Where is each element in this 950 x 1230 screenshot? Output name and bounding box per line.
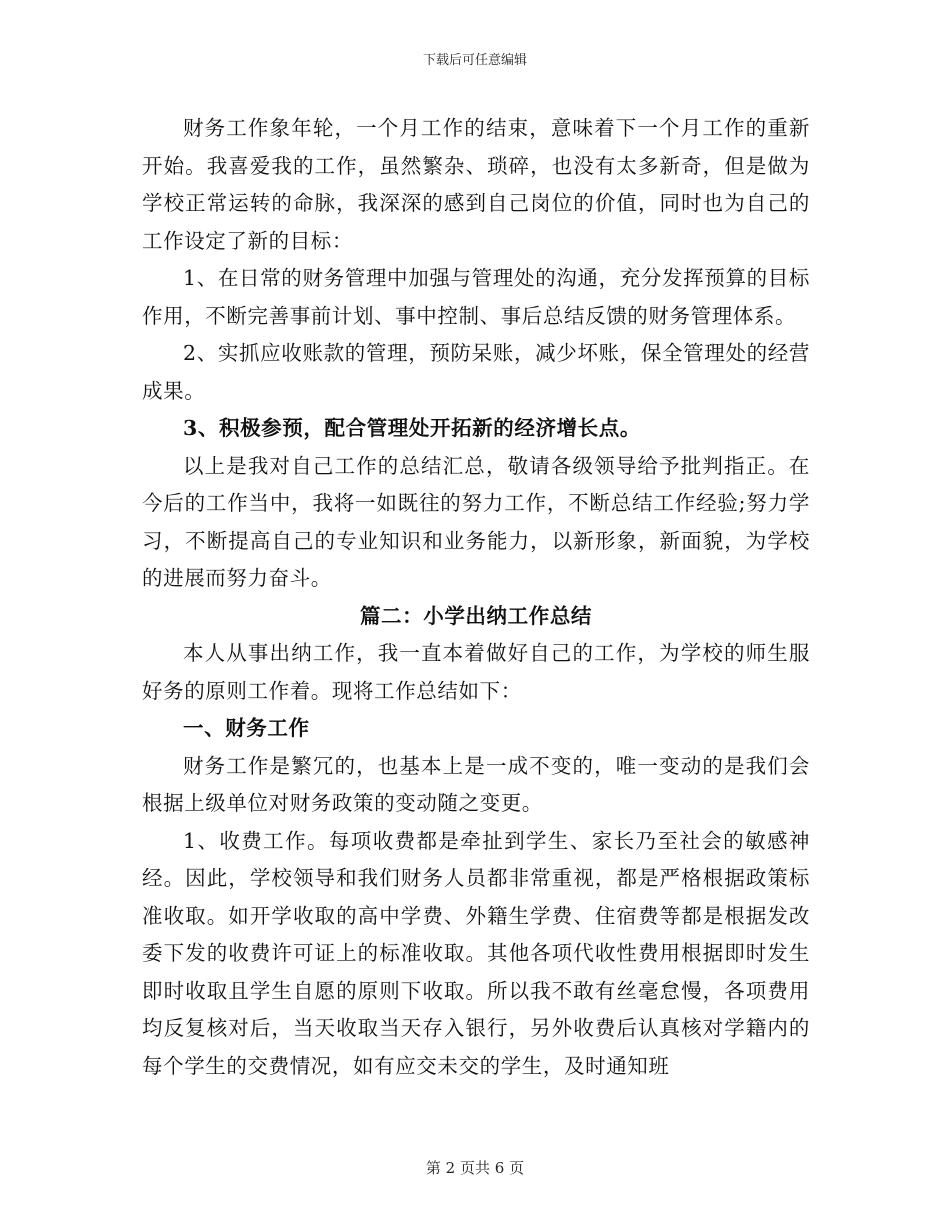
list-item-2: 2、实抓应收账款的管理，预防呆账，减少坏账，保全管理处的经营成果。 (142, 341, 810, 403)
page-header: 下载后可任意编辑 (422, 53, 527, 68)
list-item-1: 1、在日常的财务管理中加强与管理处的沟通，充分发挥预算的目标作用，不断完善事前计划、事中控制、事后总结反馈的财务管理体系。 (142, 266, 810, 328)
section-title: 篇二：小学出纳工作总结 (359, 603, 593, 628)
paragraph-intro: 财务工作象年轮，一个月工作的结束，意味着下一个月工作的重新开始。我喜爱我的工作，虽然繁杂、琐碎，也没有太多新奇，但是做为学校正常运转的命脉，我深深的感到自己岗位的价值，同时也为自己的工作设定了新的目标： (142, 116, 810, 253)
page-footer: 第 2 页共 6 页 (425, 1159, 525, 1177)
document-body (142, 110, 810, 1085)
paragraph-finance-work: 财务工作是繁冗的，也基本上是一成不变的，唯一变动的是我们会根据上级单位对财务政策的变动随之变更。 (142, 753, 810, 815)
paragraph-fee-collection: 1、收费工作。每项收费都是牵扯到学生、家长乃至社会的敏感神经。因此，学校领导和我们财务人员都非常重视，都是严格根据政策标准收取。如开学收取的高中学费、外籍生学费、住宿费等都是根据发改委下发的收费许可证上的标准收取。其他各项代收性费用根据即时发生即时收取且学生自愿的原则下收取。所以我不敢有丝毫怠慢，各项费用均反复核对后，当天收取当天存入银行，另外收费后认真核对学籍内的每个学生的交费情况，如有应交未交的学生，及时通知班 (142, 828, 810, 1078)
paragraph-summary: 以上是我对自己工作的总结汇总，敬请各级领导给予批判指正。在今后的工作当中，我将一如既往的努力工作，不断总结工作经验;努力学习，不断提高自己的专业知识和业务能力，以新形象，新面貌，为学校的进展而努力奋斗。 (142, 453, 810, 590)
list-item-3: 3、积极参预，配合管理处开拓新的经济增长点。 (183, 416, 641, 440)
subsection-heading: 一、财务工作 (183, 716, 310, 740)
paragraph-section-intro: 本人从事出纳工作，我一直本着做好自己的工作，为学校的师生服好务的原则工作着。现将工作总结如下： (142, 641, 810, 703)
